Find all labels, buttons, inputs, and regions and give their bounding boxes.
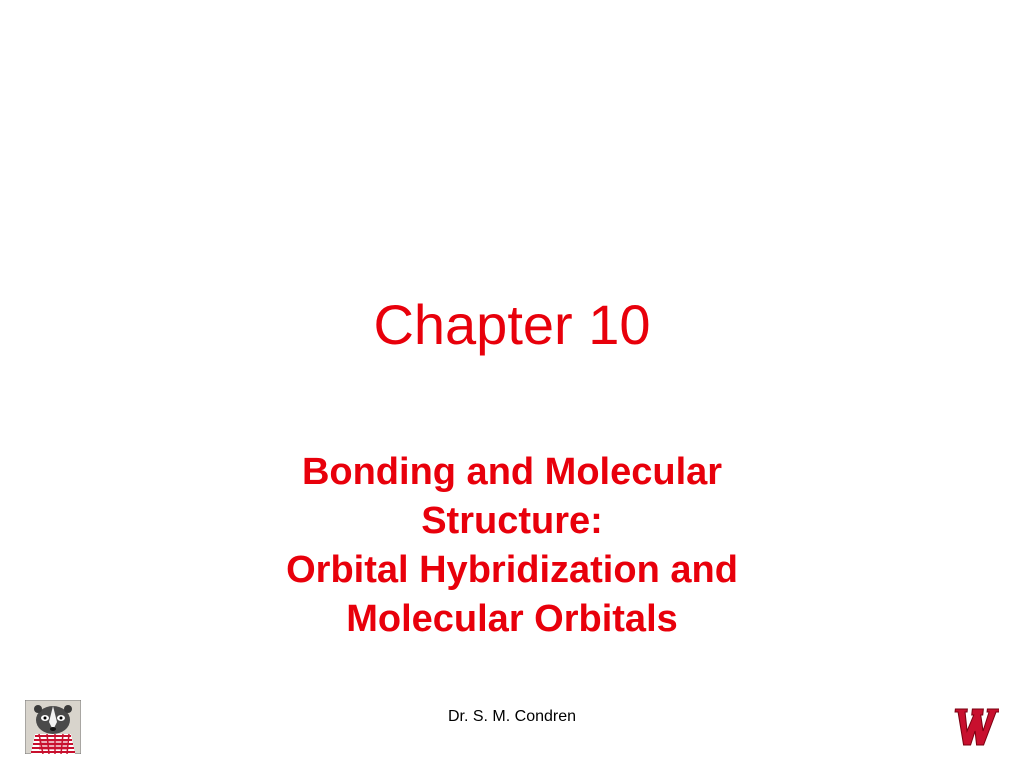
slide-subtitle — [0, 448, 1024, 644]
subtitle-line: Molecular Orbitals — [346, 598, 678, 640]
wisconsin-w-logo-icon — [951, 703, 999, 749]
subtitle-line: Structure: — [421, 500, 603, 542]
slide-footer-author: Dr. S. M. Condren — [447, 708, 577, 725]
subtitle-line: Bonding and Molecular — [301, 451, 723, 493]
subtitle-line: Orbital Hybridization and — [286, 549, 738, 591]
slide-title: Chapter 10 — [373, 293, 651, 356]
